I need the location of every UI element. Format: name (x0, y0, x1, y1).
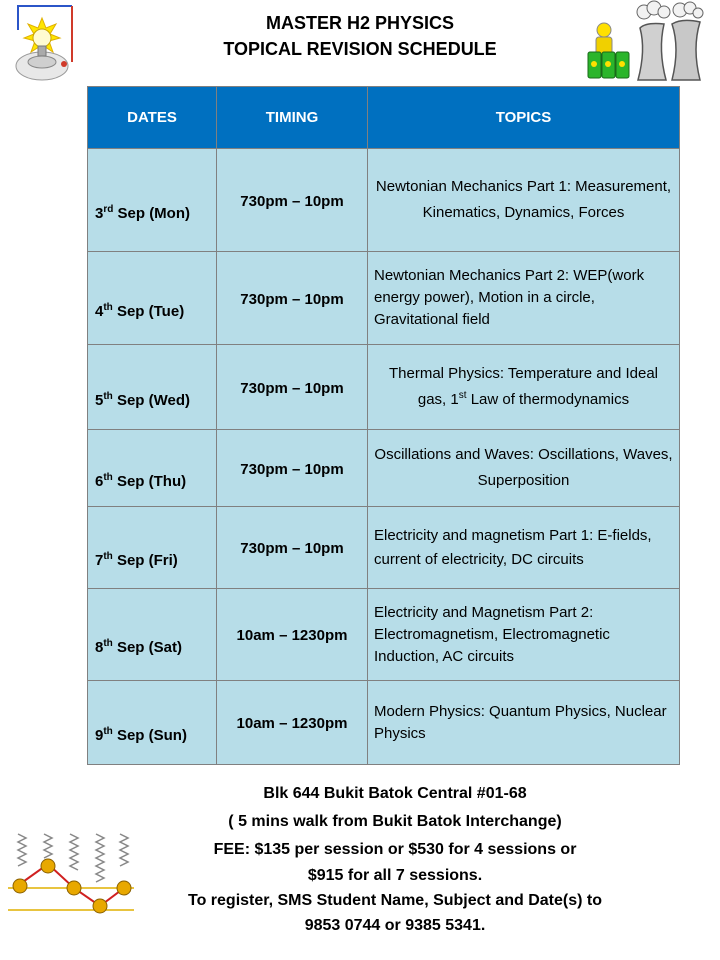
topic-cell: Oscillations and Waves: Oscillations, Waves, Superposition (368, 430, 680, 507)
register-text-line-2: 9853 0744 or 9385 5341. (304, 917, 486, 934)
table-row (88, 507, 680, 589)
topic-cell: Thermal Physics: Temperature and Ideal gas, 1st Law of thermodynamics (368, 345, 680, 430)
header-timing: TIMING (217, 87, 368, 149)
timing-cell: 730pm – 10pm (217, 430, 368, 507)
timing-cell: 10am – 1230pm (217, 681, 368, 765)
springs-masses-wave-icon (6, 832, 136, 932)
table-row (88, 149, 680, 252)
date-cell: 7th Sep (Fri) (88, 507, 217, 589)
timing-cell: 730pm – 10pm (217, 149, 368, 252)
timing-cell: 730pm – 10pm (217, 252, 368, 345)
schedule-table (87, 86, 680, 765)
topic-cell: Newtonian Mechanics Part 2: WEP(work energy power), Motion in a circle, Gravitational field (368, 252, 680, 345)
date-cell: 5th Sep (Wed) (88, 345, 217, 430)
directions-text: ( 5 mins walk from Bukit Batok Interchange) (228, 813, 562, 830)
table-row (88, 430, 680, 507)
topic-cell: Electricity and magnetism Part 1: E-fields, current of electricity, DC circuits (368, 507, 680, 589)
table-row (88, 345, 680, 430)
light-bulb-circuit-icon (12, 0, 82, 84)
date-cell: 8th Sep (Sat) (88, 589, 217, 681)
address-text: Blk 644 Bukit Batok Central #01-68 (263, 785, 527, 802)
topic-cell: Electricity and Magnetism Part 2: Electromagnetism, Electromagnetic Induction, AC circuits (368, 589, 680, 681)
timing-cell: 730pm – 10pm (217, 345, 368, 430)
table-row (88, 252, 680, 345)
topic-cell: Newtonian Mechanics Part 1: Measurement, Kinematics, Dynamics, Forces (368, 149, 680, 252)
header-topics: TOPICS (368, 87, 680, 149)
topic-cell: Modern Physics: Quantum Physics, Nuclear Physics (368, 681, 680, 765)
date-cell: 6th Sep (Thu) (88, 430, 217, 507)
fee-text-line-2: $915 for all 7 sessions. (307, 867, 483, 884)
table-row (88, 681, 680, 765)
nuclear-power-plant-icon (586, 0, 706, 84)
title-line-1: MASTER H2 PHYSICS (265, 13, 455, 33)
footer-info (130, 780, 660, 938)
date-cell: 3rd Sep (Mon) (88, 149, 217, 252)
timing-cell: 10am – 1230pm (217, 589, 368, 681)
table-row (88, 589, 680, 681)
register-text-line-1: To register, SMS Student Name, Subject and Date(s) to (188, 892, 602, 909)
table-header-row (88, 87, 680, 149)
header-dates: DATES (88, 87, 217, 149)
fee-text-line-1: FEE: $135 per session or $530 for 4 sessions or (213, 841, 577, 858)
date-cell: 9th Sep (Sun) (88, 681, 217, 765)
date-cell: 4th Sep (Tue) (88, 252, 217, 345)
title-line-2: TOPICAL REVISION SCHEDULE (223, 39, 497, 59)
timing-cell: 730pm – 10pm (217, 507, 368, 589)
